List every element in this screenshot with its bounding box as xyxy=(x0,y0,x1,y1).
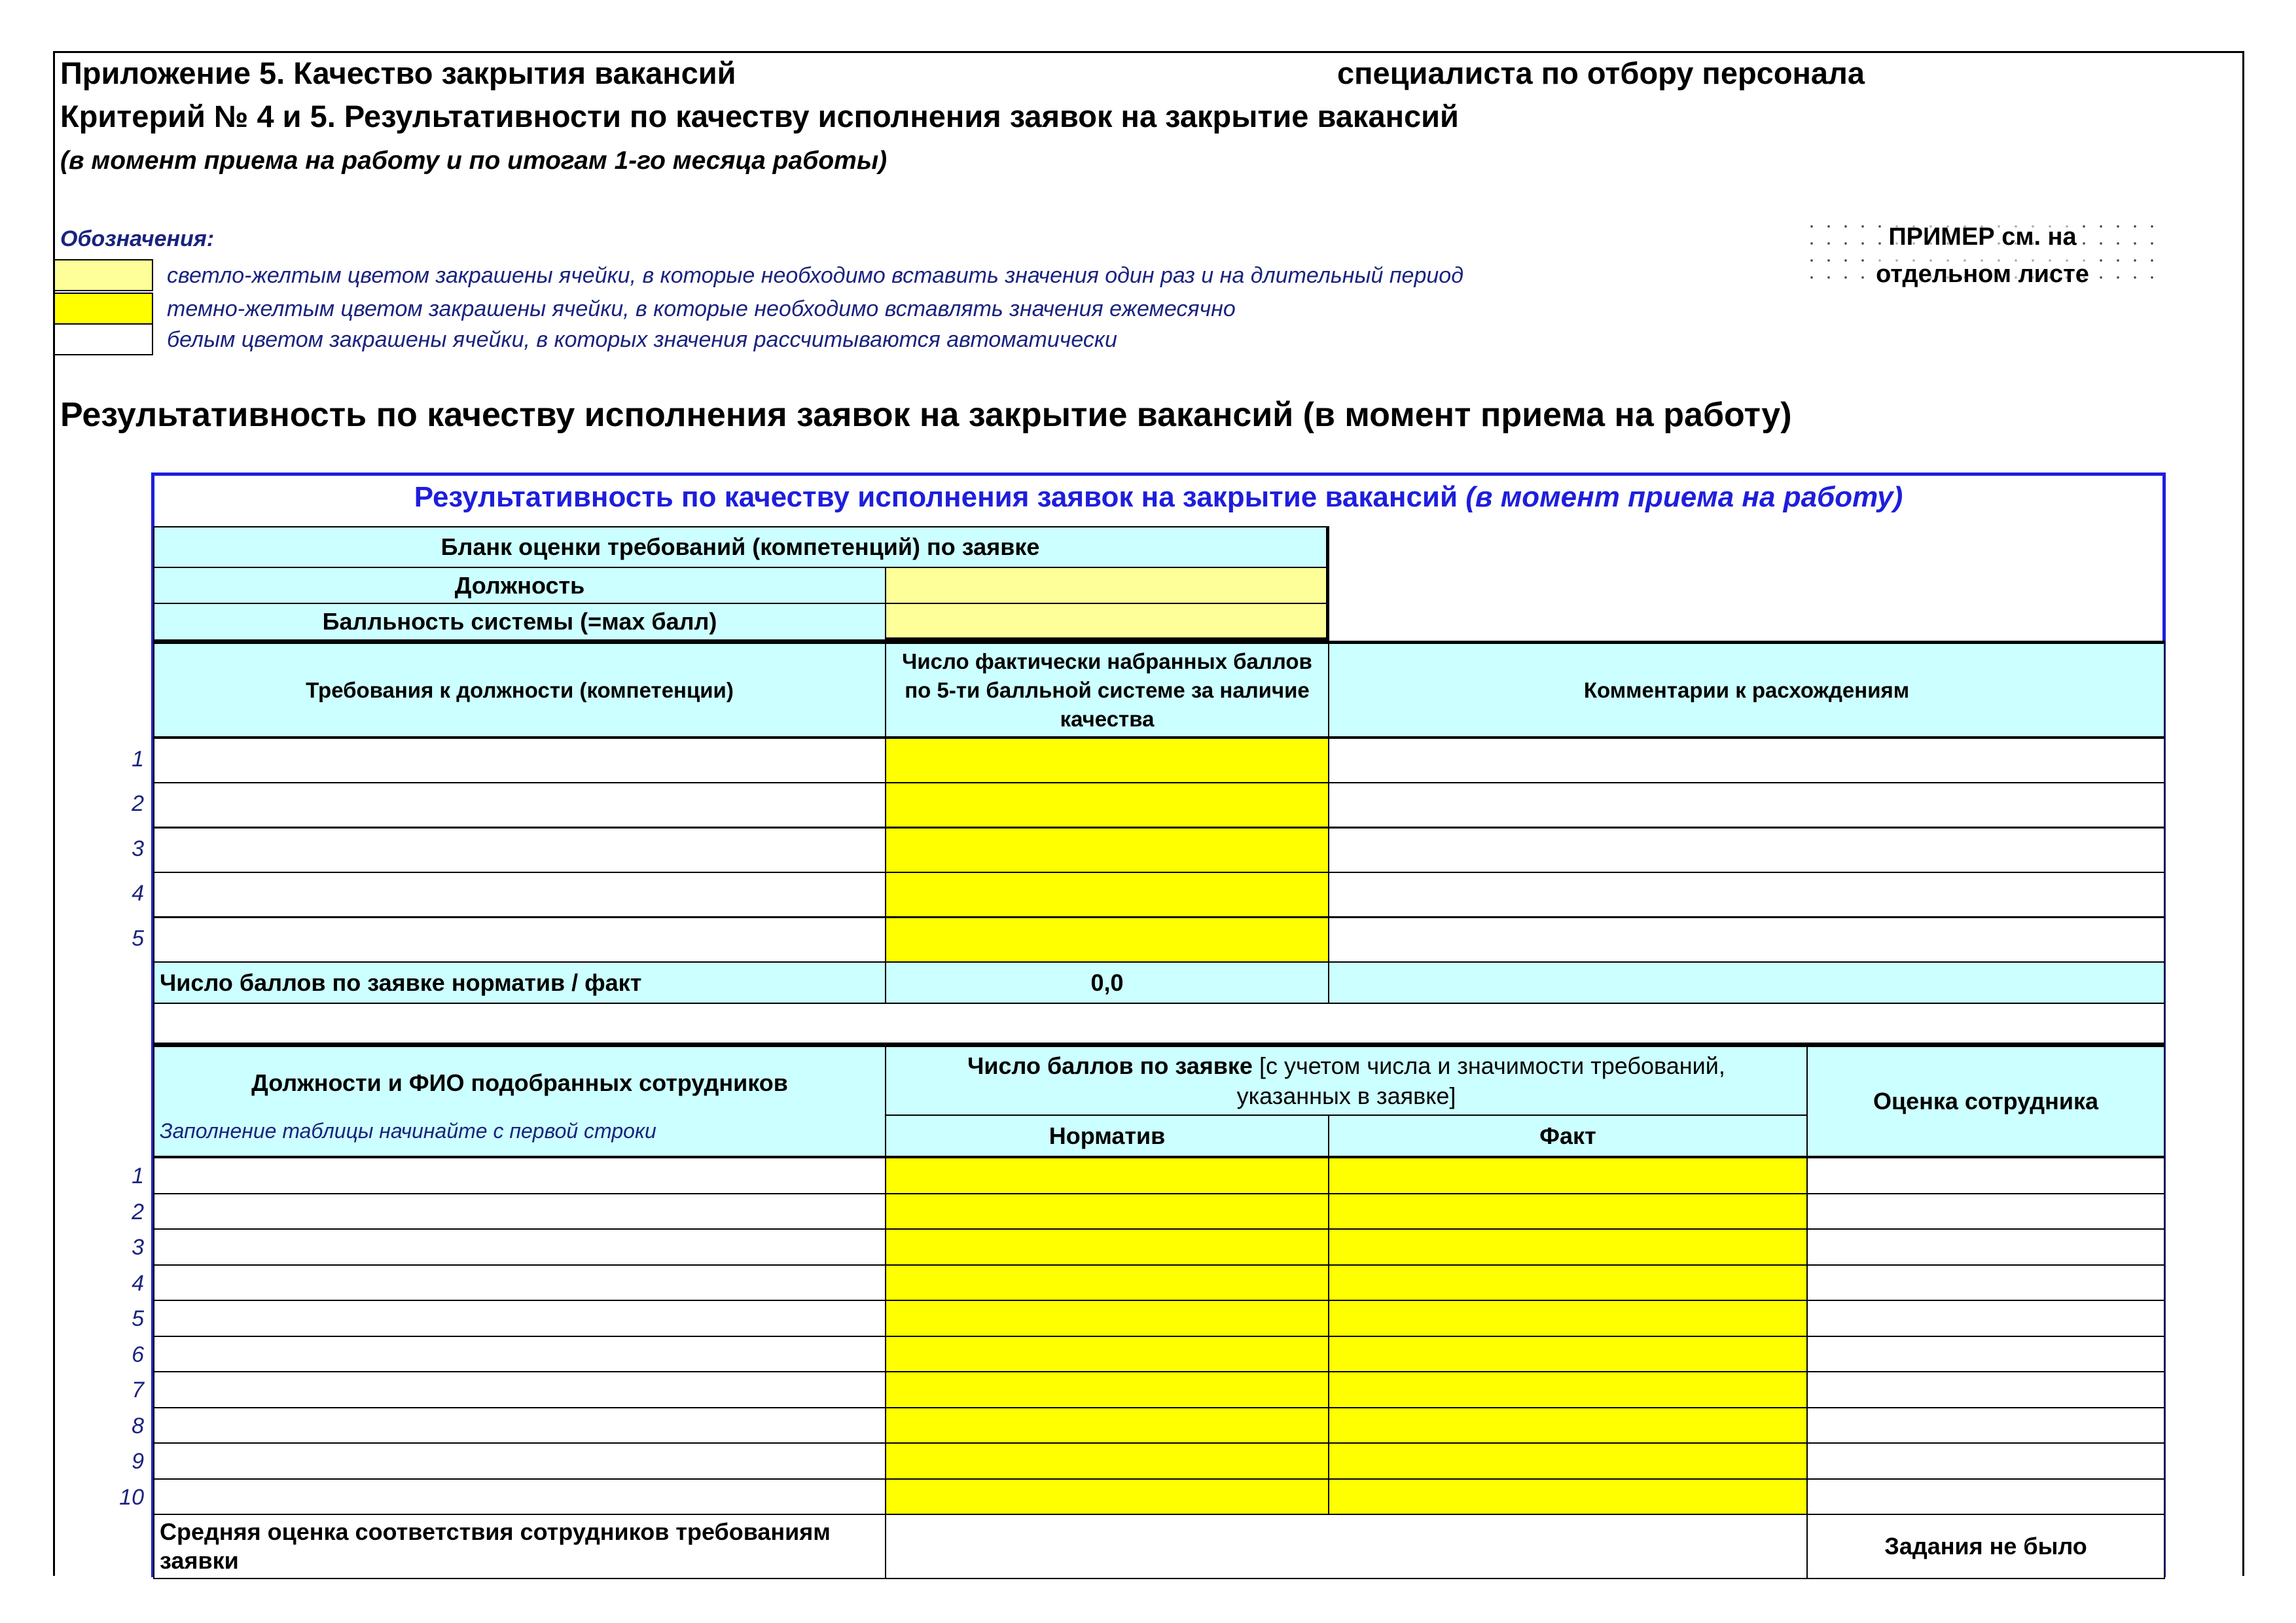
req-row-requirement[interactable] xyxy=(153,782,886,828)
avg-label xyxy=(153,1514,886,1579)
req-row-requirement[interactable] xyxy=(153,872,886,918)
emp-row-rating[interactable] xyxy=(1806,1228,2165,1266)
legend-swatch-white xyxy=(54,323,153,355)
emp-row-number: 7 xyxy=(132,1378,144,1402)
col-points-line3: качества xyxy=(1060,706,1155,731)
col-rating: Оценка сотрудника xyxy=(1806,1046,2165,1157)
emp-row-norm[interactable] xyxy=(885,1157,1329,1194)
emp-row-name[interactable] xyxy=(153,1478,886,1516)
emp-row-number: 8 xyxy=(132,1414,144,1438)
subtitle: (в момент приема на работу и по итогам 1-го месяца работы) xyxy=(60,147,888,175)
emp-row-name[interactable] xyxy=(153,1336,886,1373)
col-norm: Норматив xyxy=(885,1115,1329,1157)
req-row-number: 3 xyxy=(132,836,144,861)
emp-row-number: 10 xyxy=(119,1485,144,1510)
avg-value xyxy=(885,1514,1808,1579)
emp-row-rating[interactable] xyxy=(1806,1336,2165,1373)
emp-row-norm[interactable] xyxy=(885,1300,1329,1337)
emp-row-fact[interactable] xyxy=(1328,1300,1808,1337)
req-row-comment[interactable] xyxy=(1328,738,2165,783)
emp-row-name[interactable] xyxy=(153,1300,886,1337)
emp-row-name[interactable] xyxy=(153,1193,886,1230)
emp-header: Должности и ФИО подобранных сотрудников xyxy=(251,1069,788,1096)
position-label: Должность xyxy=(153,567,886,604)
points-header xyxy=(885,1046,1808,1116)
emp-row-number: 4 xyxy=(132,1271,144,1296)
scale-input[interactable] xyxy=(885,603,1329,641)
emp-row-fact[interactable] xyxy=(1328,1442,1808,1480)
emp-row-rating[interactable] xyxy=(1806,1407,2165,1444)
req-row-requirement[interactable] xyxy=(153,738,886,783)
emp-hint: Заполнение таблицы начинайте с первой строки xyxy=(160,1119,656,1143)
col-comments: Комментарии к расхождениям xyxy=(1328,641,2165,738)
emp-row-fact[interactable] xyxy=(1328,1228,1808,1266)
emp-row-rating[interactable] xyxy=(1806,1157,2165,1194)
total-value: 0,0 xyxy=(885,961,1329,1004)
emp-row-fact[interactable] xyxy=(1328,1193,1808,1230)
emp-row-norm[interactable] xyxy=(885,1228,1329,1266)
spacer-row xyxy=(153,1003,2165,1046)
emp-row-rating[interactable] xyxy=(1806,1478,2165,1516)
emp-row-fact[interactable] xyxy=(1328,1336,1808,1373)
avg-result: Задания не было xyxy=(1806,1514,2165,1579)
emp-row-fact[interactable] xyxy=(1328,1478,1808,1516)
emp-row-number: 5 xyxy=(132,1306,144,1331)
emp-row-fact[interactable] xyxy=(1328,1371,1808,1408)
legend-text-light-yellow: светло-желтым цветом закрашены ячейки, в которые необходимо вставить значения один раз и на длительный период xyxy=(167,263,1463,288)
emp-row-norm[interactable] xyxy=(885,1336,1329,1373)
req-row-number: 2 xyxy=(132,791,144,816)
blank-header: Бланк оценки требований (компетенций) по заявке xyxy=(153,526,1329,568)
example-note xyxy=(1803,218,2162,293)
emp-row-number: 1 xyxy=(132,1164,144,1188)
emp-header-cell xyxy=(153,1046,886,1157)
emp-row-rating[interactable] xyxy=(1806,1264,2165,1302)
emp-row-norm[interactable] xyxy=(885,1193,1329,1230)
req-row-number: 4 xyxy=(132,881,144,906)
emp-row-number: 6 xyxy=(132,1342,144,1367)
req-row-comment[interactable] xyxy=(1328,827,2165,873)
points-header-bold: Число баллов по заявке xyxy=(967,1052,1259,1079)
emp-row-fact[interactable] xyxy=(1328,1264,1808,1302)
emp-row-norm[interactable] xyxy=(885,1442,1329,1480)
req-row-comment[interactable] xyxy=(1328,782,2165,828)
specialist-title: специалиста по отбору персонала xyxy=(1337,56,1865,90)
avg-label-line1: Средняя оценка соответствия сотрудников требованиям xyxy=(160,1518,831,1545)
col-points xyxy=(885,641,1329,738)
req-row-points[interactable] xyxy=(885,827,1329,873)
appendix-title: Приложение 5. Качество закрытия вакансий xyxy=(60,56,736,90)
avg-label-line2: заявки xyxy=(160,1547,239,1574)
scale-label: Балльность системы (=мах балл) xyxy=(153,603,886,641)
emp-row-name[interactable] xyxy=(153,1407,886,1444)
req-row-requirement[interactable] xyxy=(153,917,886,963)
req-row-points[interactable] xyxy=(885,872,1329,918)
example-note-line2: отдельном листе xyxy=(1876,256,2089,293)
req-row-points[interactable] xyxy=(885,782,1329,828)
emp-row-rating[interactable] xyxy=(1806,1371,2165,1408)
emp-row-number: 9 xyxy=(132,1449,144,1474)
emp-row-name[interactable] xyxy=(153,1228,886,1266)
emp-row-name[interactable] xyxy=(153,1371,886,1408)
legend-title: Обозначения: xyxy=(60,226,215,251)
points-header-rest-1: [с учетом числа и значимости требований, xyxy=(1259,1052,1725,1079)
criterion-title: Критерий № 4 и 5. Результативности по качеству исполнения заявок на закрытие вакансий xyxy=(60,99,1459,134)
req-row-comment[interactable] xyxy=(1328,872,2165,918)
table-title xyxy=(154,481,2162,514)
emp-row-name[interactable] xyxy=(153,1442,886,1480)
table-title-main: Результативность по качеству исполнения заявок на закрытие вакансий xyxy=(414,481,1466,513)
total-label: Число баллов по заявке норматив / факт xyxy=(153,961,886,1004)
emp-row-norm[interactable] xyxy=(885,1478,1329,1516)
position-input[interactable] xyxy=(885,567,1329,604)
legend-swatch-dark-yellow xyxy=(54,293,153,325)
emp-row-rating[interactable] xyxy=(1806,1193,2165,1230)
emp-row-fact[interactable] xyxy=(1328,1157,1808,1194)
emp-row-norm[interactable] xyxy=(885,1264,1329,1302)
col-points-line1: Число фактически набранных баллов xyxy=(902,649,1312,673)
col-requirements: Требования к должности (компетенции) xyxy=(153,641,886,738)
emp-row-fact[interactable] xyxy=(1328,1407,1808,1444)
legend-text-dark-yellow: темно-желтым цветом закрашены ячейки, в которые необходимо вставлять значения ежемесячно xyxy=(167,296,1236,321)
emp-row-number: 3 xyxy=(132,1235,144,1260)
points-header-rest-2: указанных в заявке] xyxy=(1236,1082,1456,1109)
legend-swatch-light-yellow xyxy=(54,259,153,291)
col-points-line2: по 5-ти балльной системе за наличие xyxy=(905,677,1310,702)
example-note-line1: ПРИМЕР см. на xyxy=(1888,219,2076,256)
req-row-requirement[interactable] xyxy=(153,827,886,873)
emp-row-rating[interactable] xyxy=(1806,1442,2165,1480)
legend-text-white: белым цветом закрашены ячейки, в которых значения рассчитываются автоматически xyxy=(167,327,1117,352)
emp-row-rating[interactable] xyxy=(1806,1300,2165,1337)
req-row-number: 5 xyxy=(132,926,144,951)
section-title: Результативность по качеству исполнения заявок на закрытие вакансий (в момент приема на работу) xyxy=(60,396,1792,434)
col-fact: Факт xyxy=(1328,1115,1808,1157)
total-comment xyxy=(1328,961,2165,1004)
req-row-points[interactable] xyxy=(885,738,1329,783)
emp-row-name[interactable] xyxy=(153,1157,886,1194)
req-row-number: 1 xyxy=(132,747,144,772)
emp-row-number: 2 xyxy=(132,1200,144,1224)
emp-row-name[interactable] xyxy=(153,1264,886,1302)
req-row-comment[interactable] xyxy=(1328,917,2165,963)
emp-row-norm[interactable] xyxy=(885,1407,1329,1444)
req-row-points[interactable] xyxy=(885,917,1329,963)
table-title-italic: (в момент приема на работу) xyxy=(1465,481,1903,513)
emp-row-norm[interactable] xyxy=(885,1371,1329,1408)
